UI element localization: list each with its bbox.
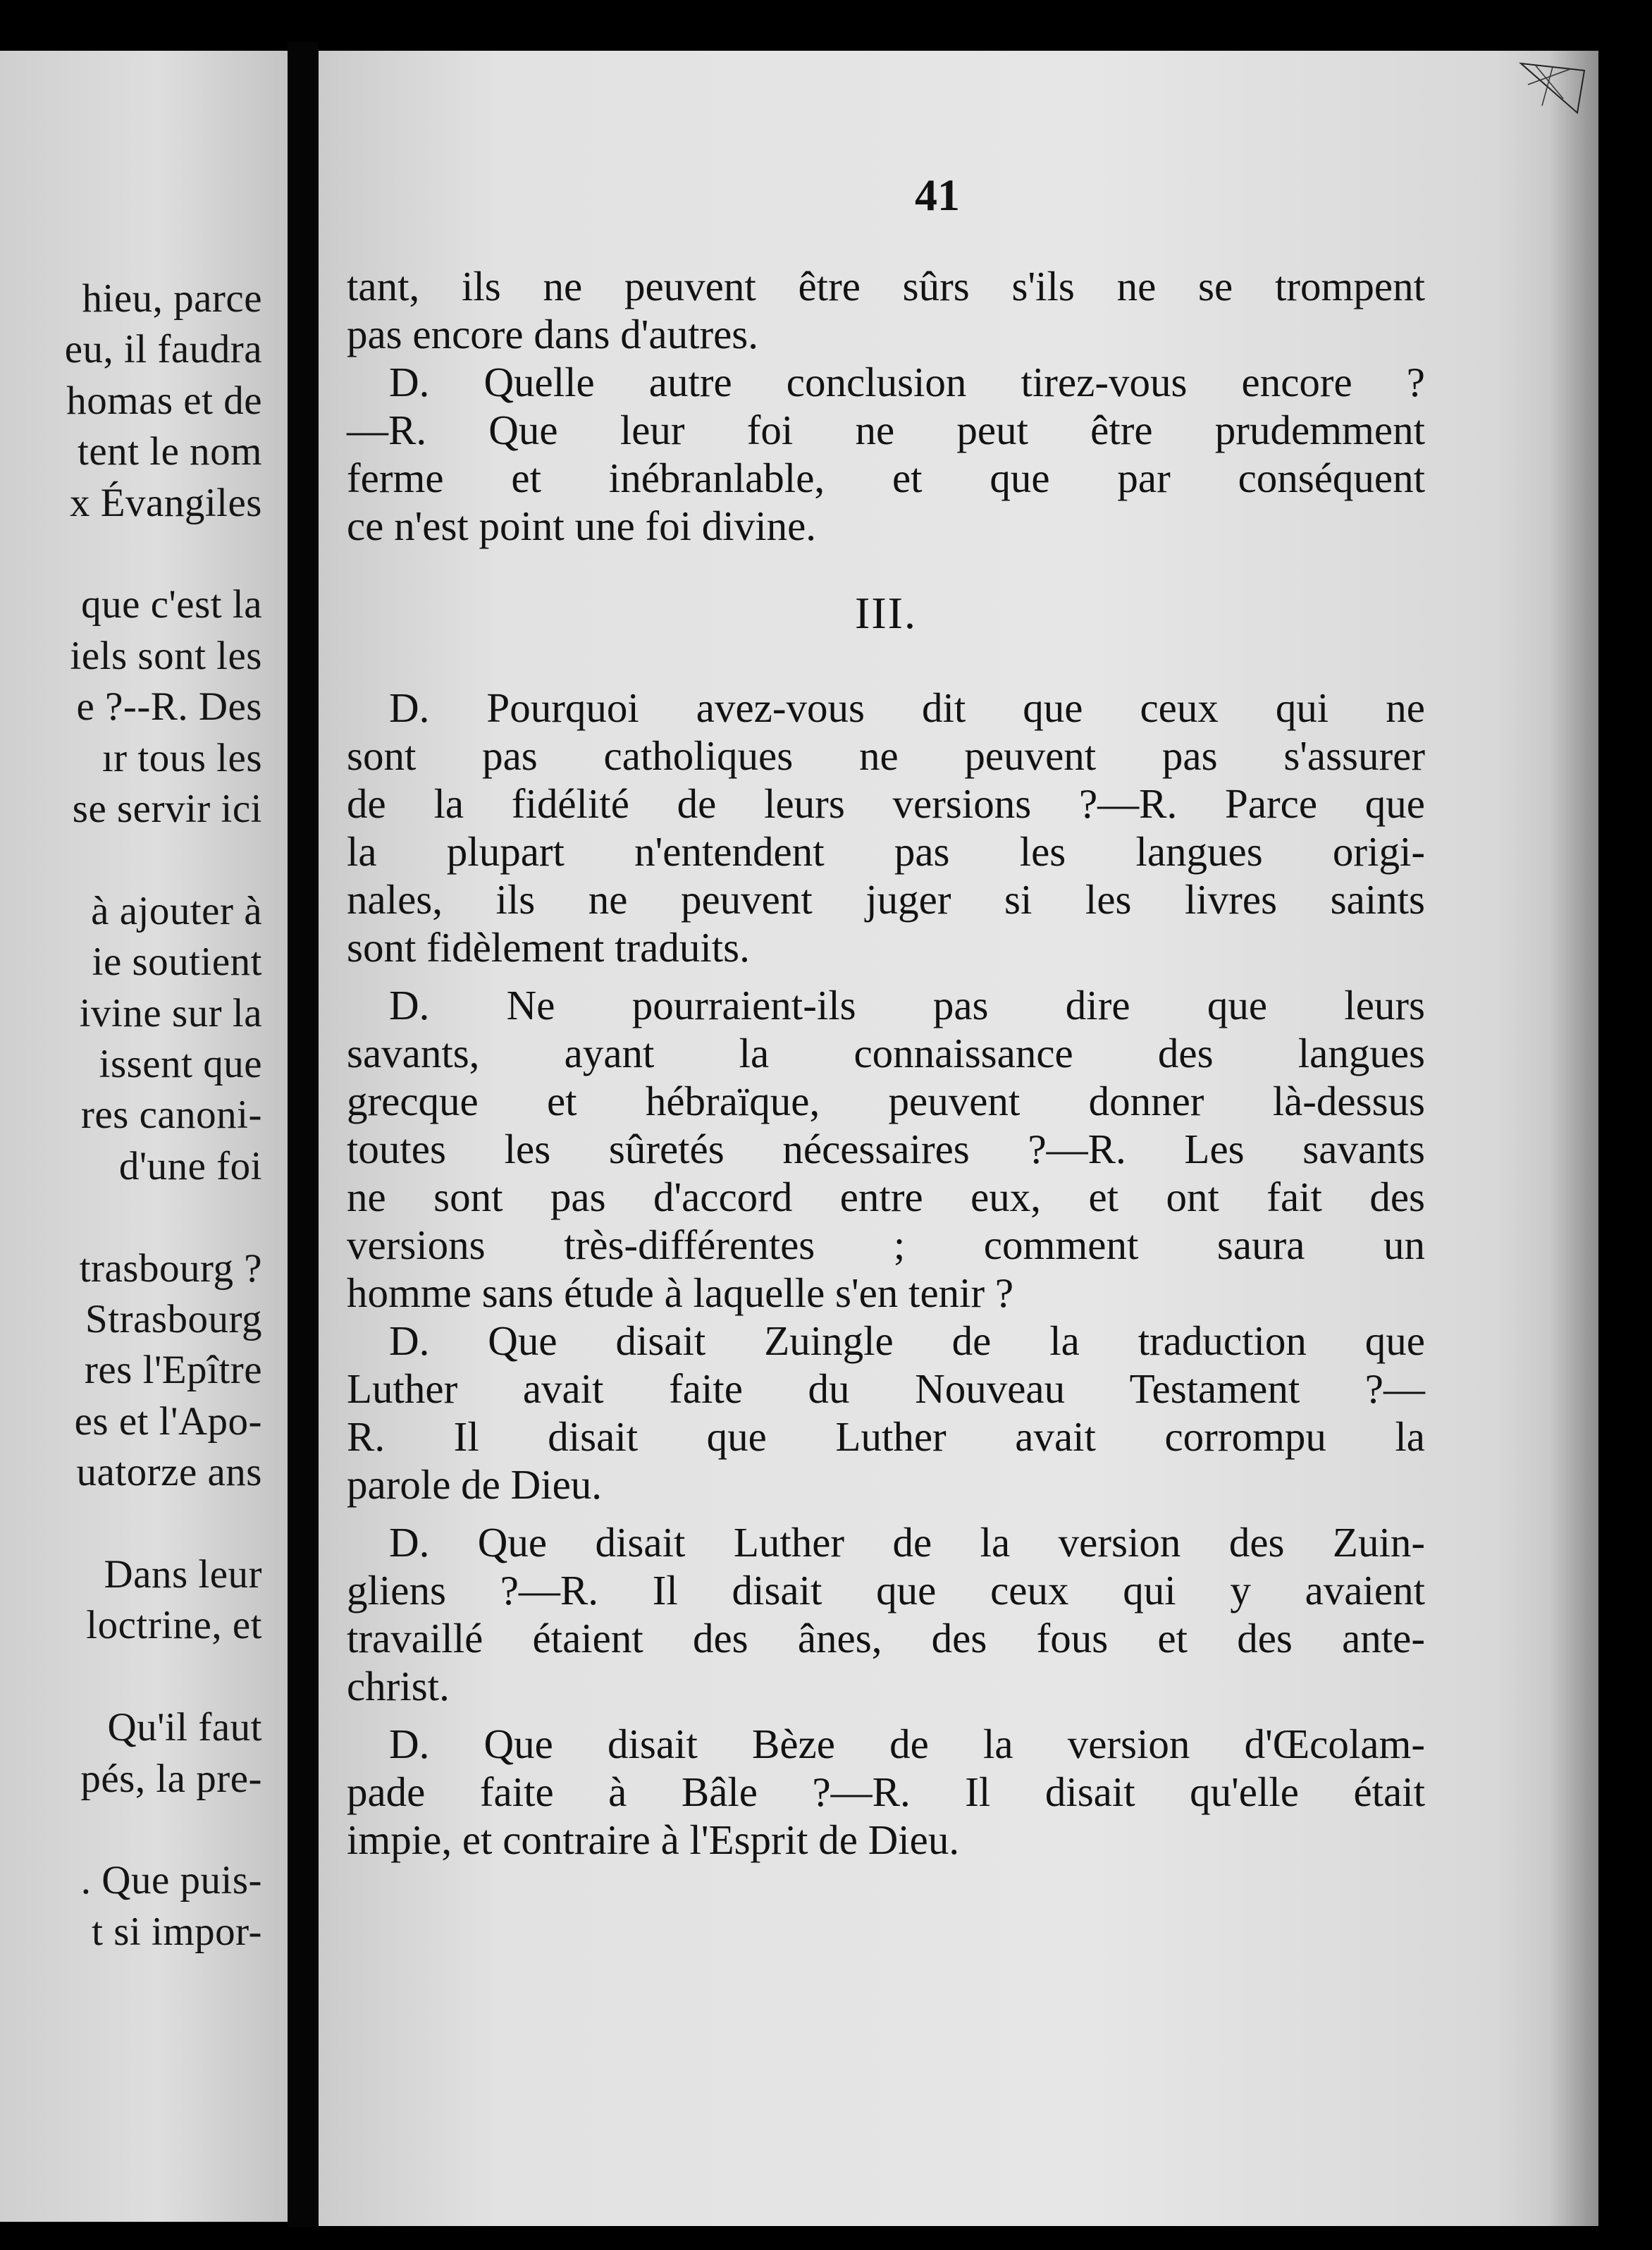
left-page-line: res l'Epître (84, 1348, 262, 1393)
left-page-line: issent que (99, 1042, 262, 1086)
right-page (319, 51, 1598, 2226)
text-line: D. Que disait Bèze de la version d'Œcolam- (389, 1721, 1425, 1767)
left-page-line: Strasbourg (85, 1297, 262, 1341)
text-line: la plupart n'entendent pas les langues origi- (347, 828, 1425, 875)
text-line: parole de Dieu. (347, 1461, 603, 1508)
text-line: —R. Que leur foi ne peut être prudemment (347, 407, 1425, 453)
left-page-line: uatorze ans (76, 1450, 262, 1495)
paragraph-luther (347, 1518, 1425, 1710)
text-line: ferme et inébranlable, et que par conséquent (347, 455, 1425, 501)
page-number-text: 41 (915, 170, 960, 220)
section-heading: III. (855, 588, 917, 638)
text-line: D. Ne pourraient-ils pas dire que leurs (389, 982, 1425, 1028)
text-line: sont pas catholiques ne peuvent pas s'assurer (347, 732, 1425, 779)
text-line: de la fidélité de leurs versions ?—R. Parce que (347, 780, 1425, 827)
left-page-line: Qu'il faut (107, 1705, 262, 1750)
text-line: toutes les sûretés nécessaires ?—R. Les savants (347, 1126, 1425, 1172)
text-line: D. Quelle autre conclusion tirez-vous encore ? (389, 359, 1425, 405)
paragraph-beze (347, 1720, 1425, 1864)
left-page-line: Dans leur (104, 1552, 262, 1597)
left-page-line: que c'est la (81, 582, 262, 627)
left-page-line: pés, la pre- (80, 1756, 262, 1801)
paragraph-zuingle (347, 1317, 1425, 1508)
text-line: ne sont pas d'accord entre eux, et ont fait des (347, 1174, 1425, 1220)
text-line: D. Que disait Zuingle de la traduction que (389, 1317, 1425, 1364)
left-page-line: e ?--R. Des (76, 684, 262, 730)
left-page-line: eu, il faudra (64, 327, 262, 372)
text-line: travaillé étaient des ânes, des fous et des ante- (347, 1615, 1425, 1661)
text-line: pas encore dans d'autres. (347, 311, 759, 357)
page-body (347, 262, 1425, 1864)
text-line: homme sans étude à laquelle s'en tenir ? (347, 1270, 1014, 1316)
text-line: D. Que disait Luther de la version des Zuin- (389, 1519, 1425, 1566)
left-page-line: ie soutient (92, 940, 262, 985)
paragraph-conclusion (347, 358, 1425, 550)
text-line: ce n'est point une foi divine. (347, 503, 817, 549)
left-page-line: hieu, parce (82, 276, 262, 321)
text-line: versions très-différentes ; comment saura un (347, 1222, 1425, 1268)
text-line: impie, et contraire à l'Esprit de Dieu. (347, 1816, 960, 1863)
left-page-line: iels sont les (70, 633, 262, 678)
left-page-line: trasbourg ? (79, 1246, 262, 1291)
left-page-line: ivine sur la (79, 990, 262, 1035)
left-page-line: res canoni- (80, 1093, 262, 1138)
left-page-fragment (0, 51, 288, 2222)
left-page-line: à ajouter à (91, 888, 262, 933)
text-line: grecque et hébraïque, peuvent donner là-dessus (347, 1078, 1425, 1124)
text-line: sont fidèlement traduits. (347, 924, 750, 971)
page-number (319, 169, 1598, 221)
book-gutter (288, 42, 319, 2227)
left-page-line: d'une foi (118, 1143, 262, 1188)
text-line: Luther avait faite du Nouveau Testament ?— (347, 1365, 1425, 1412)
text-line: gliens ?—R. Il disait que ceux qui y avaient (347, 1567, 1425, 1613)
torn-corner-mark (1514, 56, 1591, 120)
page-edge-shadow (1549, 51, 1598, 2226)
text-line: tant, ils ne peuvent être sûrs s'ils ne se trompent (347, 263, 1425, 309)
left-page-line: . Que puis- (80, 1858, 262, 1903)
text-line: nales, ils ne peuvent juger si les livres saints (347, 876, 1425, 923)
left-page-line: se servir ici (72, 787, 262, 831)
paragraph-pourquoi (347, 684, 1425, 971)
left-page-line: ır tous les (101, 735, 262, 780)
left-page-line: loctrine, et (86, 1603, 262, 1648)
left-page-line: tent le nom (78, 429, 262, 474)
text-line: R. Il disait que Luther avait corrompu la (347, 1413, 1425, 1460)
text-line: christ. (347, 1663, 450, 1709)
text-line: savants, ayant la connaissance des langues (347, 1030, 1425, 1076)
left-page-line: t si impor- (92, 1909, 262, 1954)
text-line: D. Pourquoi avez-vous dit que ceux qui ne (389, 684, 1425, 731)
text-line: pade faite à Bâle ?—R. Il disait qu'elle était (347, 1769, 1425, 1815)
paragraph-savants (347, 981, 1425, 1317)
left-page-line: es et l'Apo- (74, 1398, 262, 1444)
left-page-line: x Évangiles (69, 480, 262, 525)
left-page-line: homas et de (66, 378, 262, 423)
continuation-paragraph (347, 262, 1425, 358)
